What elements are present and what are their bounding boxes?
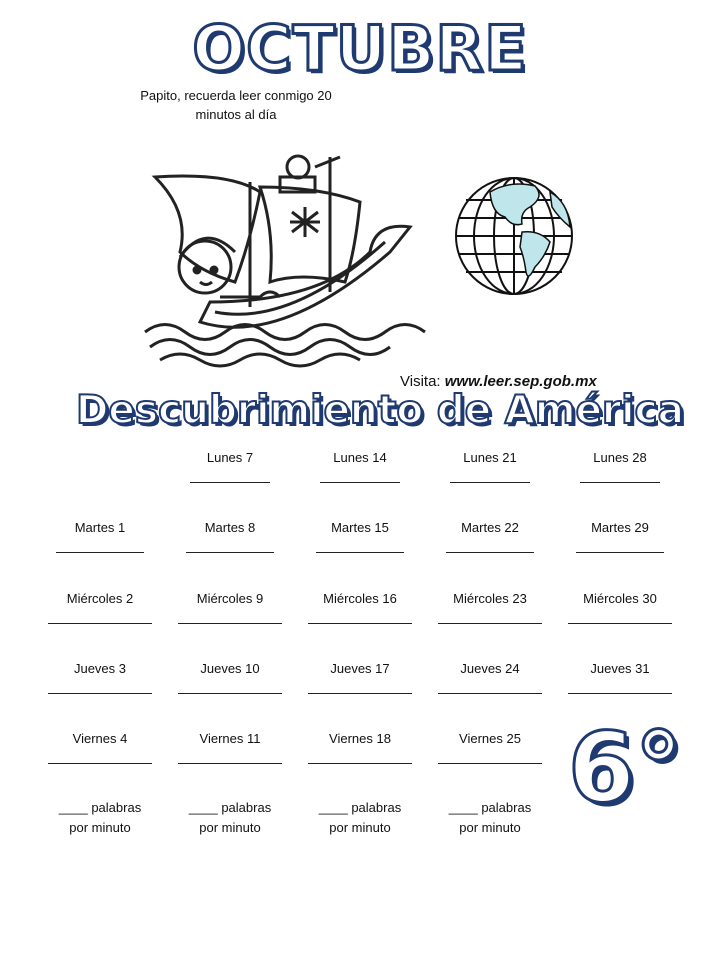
signature-line[interactable] bbox=[56, 552, 144, 553]
signature-line[interactable] bbox=[178, 763, 282, 764]
day-label: Lunes 7 bbox=[206, 450, 254, 465]
signature-line[interactable] bbox=[568, 623, 672, 624]
per-minute-label: por minuto bbox=[199, 820, 261, 835]
month-title: OCTUBRE bbox=[192, 12, 528, 85]
words-per-minute bbox=[165, 798, 295, 838]
signature-line[interactable] bbox=[576, 552, 664, 553]
words-per-minute bbox=[425, 798, 555, 838]
day-label: Miércoles 2 bbox=[66, 591, 134, 606]
signature-line[interactable] bbox=[446, 552, 534, 553]
day-label: Lunes 28 bbox=[593, 450, 647, 465]
day-label: Jueves 10 bbox=[200, 661, 260, 676]
words-per-minute bbox=[35, 798, 165, 838]
signature-line[interactable] bbox=[308, 623, 412, 624]
signature-line[interactable] bbox=[308, 763, 412, 764]
signature-line[interactable] bbox=[190, 482, 270, 483]
words-count-blank[interactable]: ____ palabras bbox=[448, 800, 532, 815]
visit-url-link[interactable]: www.leer.sep.gob.mx bbox=[444, 373, 597, 390]
globe-icon bbox=[450, 172, 578, 300]
reading-note: Papito, recuerda leer conmigo 20 minutos al día bbox=[140, 88, 332, 122]
day-label: Viernes 11 bbox=[199, 731, 261, 746]
signature-line[interactable] bbox=[568, 693, 672, 694]
signature-line[interactable] bbox=[580, 482, 660, 483]
day-label: Martes 8 bbox=[204, 520, 256, 535]
grade-badge: 6° bbox=[568, 712, 683, 824]
day-label: Viernes 18 bbox=[329, 731, 391, 746]
words-count-blank[interactable]: ____ palabras bbox=[188, 800, 272, 815]
day-label: Martes 29 bbox=[591, 520, 649, 535]
signature-line[interactable] bbox=[438, 763, 542, 764]
per-minute-label: por minuto bbox=[329, 820, 391, 835]
words-per-minute bbox=[295, 798, 425, 838]
signature-line[interactable] bbox=[450, 482, 530, 483]
signature-line[interactable] bbox=[308, 693, 412, 694]
day-label: Jueves 17 bbox=[330, 661, 390, 676]
day-label: Jueves 24 bbox=[460, 661, 520, 676]
day-label: Lunes 21 bbox=[463, 450, 517, 465]
signature-line[interactable] bbox=[438, 623, 542, 624]
day-label: Viernes 4 bbox=[72, 731, 128, 746]
day-label: Miércoles 23 bbox=[453, 591, 527, 606]
ship-illustration bbox=[140, 132, 430, 372]
day-label: Miércoles 30 bbox=[583, 591, 657, 606]
signature-line[interactable] bbox=[438, 693, 542, 694]
visit-label: Visita: bbox=[400, 373, 441, 390]
words-count-blank[interactable]: ____ palabras bbox=[58, 800, 142, 815]
topic-title: Descubrimiento de América bbox=[76, 388, 684, 433]
day-label: Miércoles 16 bbox=[323, 591, 397, 606]
signature-line[interactable] bbox=[178, 693, 282, 694]
per-minute-label: por minuto bbox=[69, 820, 131, 835]
signature-line[interactable] bbox=[48, 623, 152, 624]
day-label: Martes 1 bbox=[74, 520, 126, 535]
day-label: Martes 15 bbox=[331, 520, 389, 535]
day-label: Jueves 31 bbox=[590, 661, 650, 676]
day-label: Jueves 3 bbox=[73, 661, 127, 676]
signature-line[interactable] bbox=[48, 693, 152, 694]
signature-line[interactable] bbox=[186, 552, 274, 553]
signature-line[interactable] bbox=[178, 623, 282, 624]
day-label: Martes 22 bbox=[461, 520, 519, 535]
day-label: Miércoles 9 bbox=[196, 591, 264, 606]
words-count-blank[interactable]: ____ palabras bbox=[318, 800, 402, 815]
signature-line[interactable] bbox=[320, 482, 400, 483]
signature-line[interactable] bbox=[316, 552, 404, 553]
signature-line[interactable] bbox=[48, 763, 152, 764]
day-label: Lunes 14 bbox=[333, 450, 387, 465]
day-label: Viernes 25 bbox=[459, 731, 521, 746]
per-minute-label: por minuto bbox=[459, 820, 521, 835]
